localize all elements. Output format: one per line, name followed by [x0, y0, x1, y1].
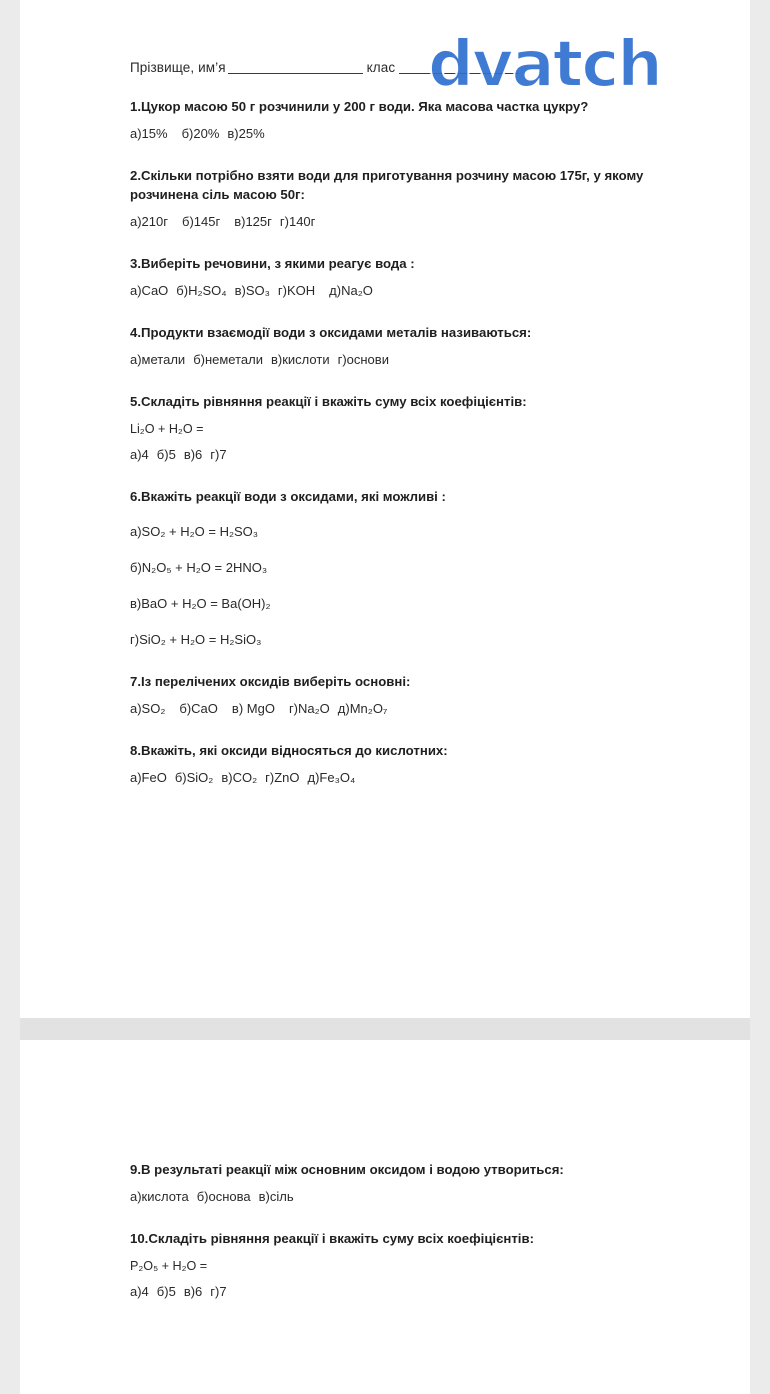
class-label: клас — [366, 60, 396, 75]
question-1: 1.Цукор масою 50 г розчинили у 200 г води. Яка масова частка цукру? — [130, 99, 589, 114]
question-5: 5.Складіть рівняння реакції і вкажіть суму всіх коефіцієнтів: — [130, 394, 527, 410]
answer-option[interactable]: а)FeO — [130, 769, 167, 785]
answer-option[interactable]: в)CO₂ — [221, 769, 258, 785]
question-3: 3.Виберіть речовини, з якими реагує вода : — [130, 256, 415, 272]
answers-1 — [130, 125, 670, 144]
answer-option[interactable]: в)6 — [183, 1284, 203, 1300]
answer-option[interactable]: г)ZnO — [265, 769, 300, 785]
answer-option[interactable]: г)основи — [337, 352, 389, 368]
answer-option[interactable]: в)25% — [227, 126, 265, 142]
answer-option[interactable]: в)125г — [234, 214, 272, 230]
question-2: 2.Скільки потрібно взяти води для приготування розчину масою 175г, у якому розчинена сіль масою 50г: — [130, 167, 644, 203]
watermark-text: dvatch — [428, 28, 661, 102]
answer-option[interactable]: а)SO₂ — [130, 700, 166, 716]
answer-option[interactable]: б)5 — [156, 447, 176, 463]
answer-option[interactable]: д)Na₂O — [329, 283, 373, 299]
answer-option[interactable]: б)5 — [156, 1284, 176, 1300]
answers-5 — [130, 446, 670, 465]
answer-option[interactable]: б)CaO — [179, 700, 218, 716]
question-8: 8.Вкажіть, які оксиди відносяться до кислотних: — [130, 742, 448, 758]
answer-option[interactable]: в) MgO — [231, 700, 275, 716]
name-label: Прізвище, им’я — [130, 60, 226, 75]
answer-option[interactable]: д)Fe₃O₄ — [307, 769, 356, 785]
name-blank-rule — [228, 73, 363, 74]
answer-option[interactable]: б)SiO₂ — [174, 769, 214, 785]
answer-option[interactable]: г)140г — [279, 214, 316, 230]
answer-option[interactable]: б)20% — [181, 126, 220, 142]
answer-option[interactable]: в)кислоти — [271, 352, 330, 368]
answer-option[interactable]: а)CaO — [130, 283, 169, 299]
answers-2 — [130, 213, 670, 232]
answers-9 — [130, 1188, 670, 1207]
question-9: 9.В результаті реакції між основним оксидом і водою утвориться: — [130, 1162, 564, 1177]
question-7: 7.Із перелічених оксидів виберіть основні: — [130, 673, 411, 689]
question-10: 10.Складіть рівняння реакції і вкажіть суму всіх коефіцієнтів: — [130, 1230, 534, 1246]
answer-6b[interactable]: б)N₂O₅ + H₂O = 2HNO₃ — [130, 560, 268, 576]
answer-option[interactable]: а)210г — [130, 214, 168, 230]
answer-6d[interactable]: г)SiO₂ + H₂O = H₂SiO₃ — [130, 631, 262, 647]
answer-option[interactable]: а)15% — [130, 126, 168, 142]
question-4: 4.Продукти взаємодії води з оксидами металів називаються: — [130, 325, 532, 341]
answer-option[interactable]: б)145г — [182, 214, 221, 230]
answer-option[interactable]: в)SO₃ — [234, 283, 270, 299]
answer-option[interactable]: б)H₂SO₄ — [176, 283, 227, 299]
answer-option[interactable]: г)7 — [210, 1284, 227, 1300]
answer-option[interactable]: д)Mn₂O₇ — [337, 700, 388, 716]
document-page-1 — [20, 0, 750, 1018]
answers-8 — [130, 769, 670, 788]
answer-option[interactable]: б)неметали — [193, 352, 263, 368]
answers-4 — [130, 351, 670, 370]
class-blank-rule — [399, 73, 519, 74]
answer-option[interactable]: в)6 — [183, 447, 203, 463]
answers-10 — [130, 1283, 670, 1302]
answer-option[interactable]: а)кислота — [130, 1189, 189, 1205]
answer-option[interactable]: г)KOH — [277, 283, 316, 299]
document-page-2 — [20, 1040, 750, 1394]
student-name-line — [130, 60, 670, 75]
formula-5: Li₂O + H₂O = — [130, 422, 204, 437]
answer-6c[interactable]: в)BaO + H₂O = Ba(OH)₂ — [130, 595, 271, 611]
page-gap — [20, 1018, 750, 1040]
answer-option[interactable]: г)7 — [210, 447, 227, 463]
formula-10: P₂O₅ + H₂O = — [130, 1259, 208, 1274]
question-6: 6.Вкажіть реакції води з оксидами, які можливі : — [130, 489, 446, 505]
answer-option[interactable]: а)4 — [130, 447, 149, 463]
answer-option[interactable]: а)метали — [130, 352, 186, 368]
answers-3 — [130, 282, 670, 301]
answers-7 — [130, 700, 670, 719]
answer-option[interactable]: а)4 — [130, 1284, 149, 1300]
answer-6a[interactable]: а)SO₂ + H₂O = H₂SO₃ — [130, 524, 259, 540]
answer-option[interactable]: б)основа — [196, 1189, 251, 1205]
answer-option[interactable]: в)сіль — [258, 1189, 294, 1205]
answer-option[interactable]: г)Na₂O — [288, 700, 330, 716]
